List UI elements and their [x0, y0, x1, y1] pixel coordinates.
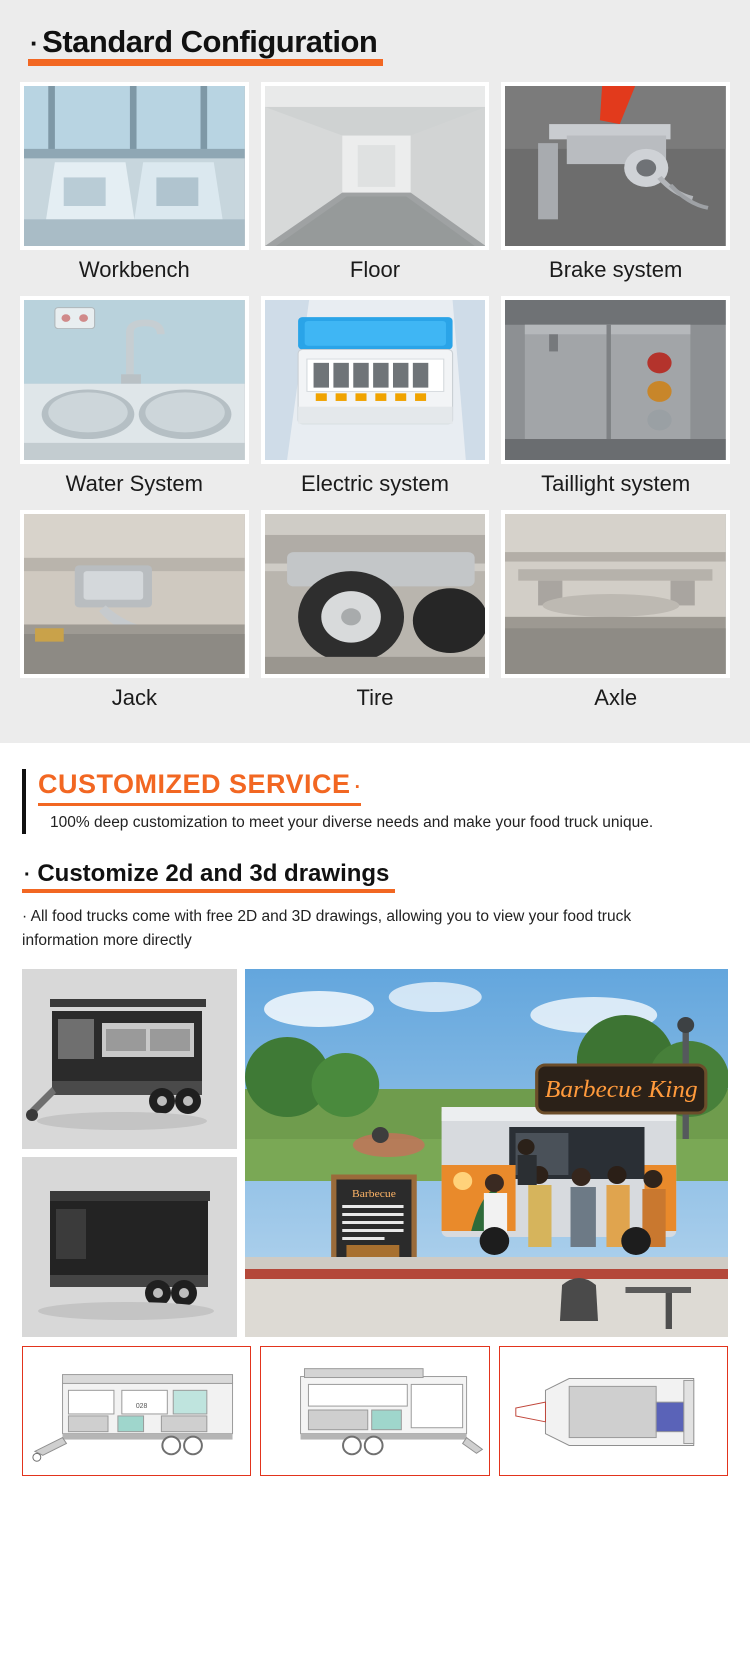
axle-photo [501, 510, 730, 678]
config-item-floor [261, 82, 490, 286]
jack-photo [20, 510, 249, 678]
config-item-jack [20, 510, 249, 714]
customized-service-header [22, 769, 728, 834]
taillight-system-photo [501, 296, 730, 464]
plan-drawings-row [22, 1346, 728, 1490]
title-bullet: · [24, 863, 31, 886]
svg-text:Barbecue King: Barbecue King [544, 1076, 698, 1103]
config-item-label: Axle [594, 685, 638, 711]
svg-text:Barbecue: Barbecue [352, 1188, 396, 1200]
workbench-photo [20, 82, 249, 250]
config-item-label: Workbench [78, 257, 190, 282]
config-item-label: Taillight system [541, 471, 691, 497]
drawings-title-text: Customize 2d and 3d drawings [37, 859, 390, 887]
3d-render-open-side [22, 969, 237, 1149]
render-column [22, 969, 237, 1337]
2d-plan-top-view [499, 1346, 728, 1476]
config-item-brake-system [501, 82, 730, 286]
drawings-title [24, 860, 389, 887]
customized-service-body: 100% deep customization to meet your diverse needs and make your food truck unique. [50, 813, 654, 831]
food-truck-photo [245, 969, 728, 1337]
customized-service-title [38, 769, 361, 803]
3d-render-closed-side [22, 1157, 237, 1337]
tire-photo [261, 510, 490, 678]
config-item-water-system [20, 296, 249, 500]
water-system-photo [20, 296, 249, 464]
2d-plan-right-view [260, 1346, 489, 1476]
standard-configuration-section [0, 0, 750, 743]
floor-photo [261, 82, 490, 250]
2d-plan-left-view [22, 1346, 251, 1476]
configuration-grid [20, 82, 730, 715]
svg-text:028: 028 [135, 1402, 148, 1410]
config-item-label: Electric system [301, 471, 449, 497]
drawings-header [22, 860, 395, 893]
config-item-label: Water System [65, 471, 203, 497]
electric-system-photo [261, 296, 490, 464]
drawings-body: · All food trucks come with free 2D and 3D drawings, allowing you to view your food truck information more directly [22, 907, 632, 949]
title-bullet: · [354, 776, 362, 798]
config-item-taillight-system [501, 296, 730, 500]
config-item-label: Tire [356, 685, 394, 711]
title-bullet: · [30, 28, 39, 59]
config-item-electric-system [261, 296, 490, 500]
config-item-label: Jack [111, 685, 157, 711]
customized-service-section [0, 743, 750, 1500]
standard-configuration-title: Standard Configuration [42, 24, 378, 59]
config-item-label: Brake system [549, 257, 683, 282]
brake-system-photo [501, 82, 730, 250]
config-item-workbench [20, 82, 249, 286]
page-title [28, 24, 383, 66]
customized-service-title-text: CUSTOMIZED SERVICE [38, 768, 351, 799]
config-item-axle [501, 510, 730, 714]
config-item-label: Floor [349, 257, 401, 282]
drawings-gallery [22, 969, 728, 1337]
config-item-tire [261, 510, 490, 714]
